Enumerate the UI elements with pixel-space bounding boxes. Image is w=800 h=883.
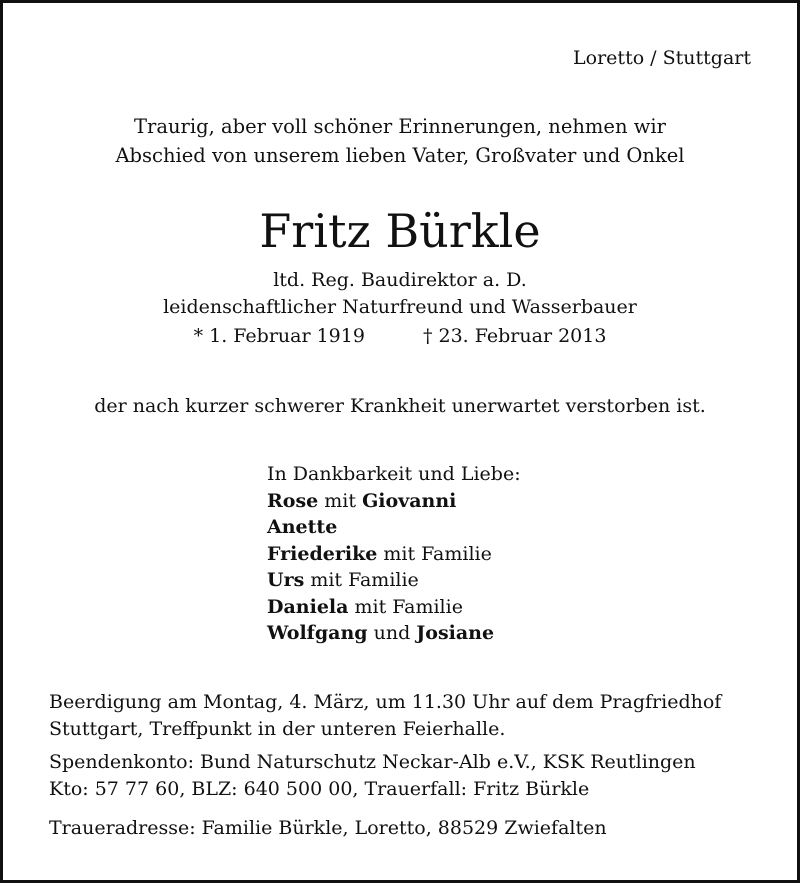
family-member: Rose mit Giovanni [267, 489, 457, 512]
family-heading: In Dankbarkeit und Liebe: [267, 463, 521, 485]
title-line-2: leidenschaftlicher Naturfreund und Wasserbauer [163, 296, 637, 318]
family-list [267, 461, 521, 647]
funeral-line-1: Beerdigung am Montag, 4. März, um 11.30 Uhr auf dem Pragfriedhof [49, 691, 722, 713]
family-member: Anette [267, 516, 338, 538]
funeral-info [49, 689, 721, 742]
mourning-address: Traueradresse: Familie Bürkle, Loretto, 88529 Zwiefalten [49, 817, 607, 839]
death-statement: der nach kurzer schwerer Krankheit unerwartet verstorben ist. [94, 395, 706, 417]
birth-date: * 1. Februar 1919 [193, 325, 365, 347]
family-member: Daniela mit Familie [267, 595, 463, 618]
funeral-line-2: Stuttgart, Treffpunkt in der unteren Feierhalle. [49, 717, 506, 740]
intro-text [3, 112, 797, 170]
death-date: † 23. Februar 2013 [422, 325, 607, 347]
donation-line-2: Kto: 57 77 60, BLZ: 640 500 00, Trauerfall: Fritz Bürkle [49, 777, 590, 800]
deceased-name: Fritz Bürkle [259, 204, 541, 258]
life-dates [3, 323, 797, 350]
intro-line-1: Traurig, aber voll schöner Erinnerungen, nehmen wir [134, 115, 666, 138]
intro-line-2: Abschied von unserem lieben Vater, Großvater und Onkel [115, 144, 685, 167]
family-member: Wolfgang und Josiane [267, 622, 495, 644]
deceased-title [3, 267, 797, 321]
title-line-1: ltd. Reg. Baudirektor a. D. [273, 269, 527, 291]
family-member: Urs mit Familie [267, 569, 419, 591]
location-line: Loretto / Stuttgart [573, 47, 751, 69]
family-member: Friederike mit Familie [267, 542, 492, 565]
donation-info [49, 749, 696, 802]
donation-line-1: Spendenkonto: Bund Naturschutz Neckar-Alb e.V., KSK Reutlingen [49, 751, 696, 773]
